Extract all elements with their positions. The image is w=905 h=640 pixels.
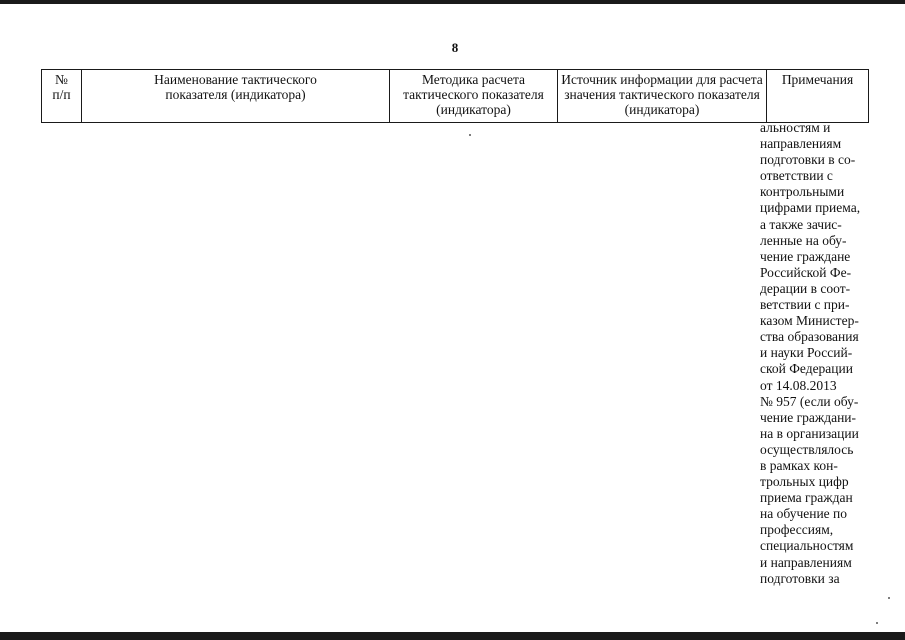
table-header-row bbox=[42, 70, 869, 123]
notes-line: альностям и bbox=[760, 120, 831, 135]
notes-line: и науки Россий- bbox=[760, 345, 853, 361]
notes-line: приема граждан bbox=[760, 490, 853, 506]
notes-line: специальностям bbox=[760, 538, 854, 554]
scan-speck bbox=[876, 622, 878, 624]
notes-line: трольных цифр bbox=[760, 474, 849, 490]
notes-line: направлениям bbox=[760, 136, 842, 152]
notes-line: дерации в соот- bbox=[760, 280, 851, 296]
header-information-source: Источник информации для расчета значения тактического показателя (индикатора) bbox=[558, 70, 767, 123]
notes-line: № 957 (если обу- bbox=[760, 393, 859, 409]
scan-speck bbox=[469, 134, 471, 136]
notes-line: на обучение по bbox=[760, 506, 848, 522]
notes-line: ленные на обу- bbox=[760, 232, 847, 248]
notes-line: ветствии с при- bbox=[760, 297, 850, 313]
notes-line: ской Федерации bbox=[760, 361, 853, 377]
notes-line: Российской Фе- bbox=[760, 264, 852, 280]
notes-line: чение граждане bbox=[760, 248, 851, 264]
notes-line: подготовки в со- bbox=[760, 152, 856, 168]
notes-line: контрольными bbox=[760, 184, 845, 200]
notes-line: и направлениям bbox=[760, 554, 852, 570]
notes-line: от 14.08.2013 bbox=[760, 377, 837, 393]
header-notes: Примечания bbox=[767, 70, 869, 123]
scan-edge-top bbox=[0, 0, 905, 4]
notes-line: ответствии с bbox=[760, 168, 833, 184]
notes-line: чение граждани- bbox=[760, 409, 857, 425]
notes-line: подготовки за bbox=[760, 570, 840, 586]
page-number: 8 bbox=[451, 40, 459, 55]
notes-line: а также зачис- bbox=[760, 216, 842, 232]
notes-line: ства образования bbox=[760, 329, 859, 345]
notes-line: казом Министер- bbox=[760, 313, 859, 329]
notes-line: осуществлялось bbox=[760, 441, 854, 457]
header-indicator-name: Наименование тактического показателя (индикатора) bbox=[82, 70, 390, 123]
notes-line: цифрами приема, bbox=[760, 200, 861, 216]
notes-cell-text bbox=[760, 120, 872, 587]
scan-edge-bottom bbox=[0, 632, 905, 640]
header-calculation-method: Методика расчета тактического показателя (индикатора) bbox=[390, 70, 558, 123]
notes-line: в рамках кон- bbox=[760, 457, 838, 473]
scan-speck bbox=[888, 597, 890, 599]
notes-line: профессиям, bbox=[760, 522, 834, 538]
notes-line: на в организации bbox=[760, 425, 859, 441]
header-number: № п/п bbox=[42, 70, 82, 123]
indicator-table bbox=[41, 69, 869, 123]
